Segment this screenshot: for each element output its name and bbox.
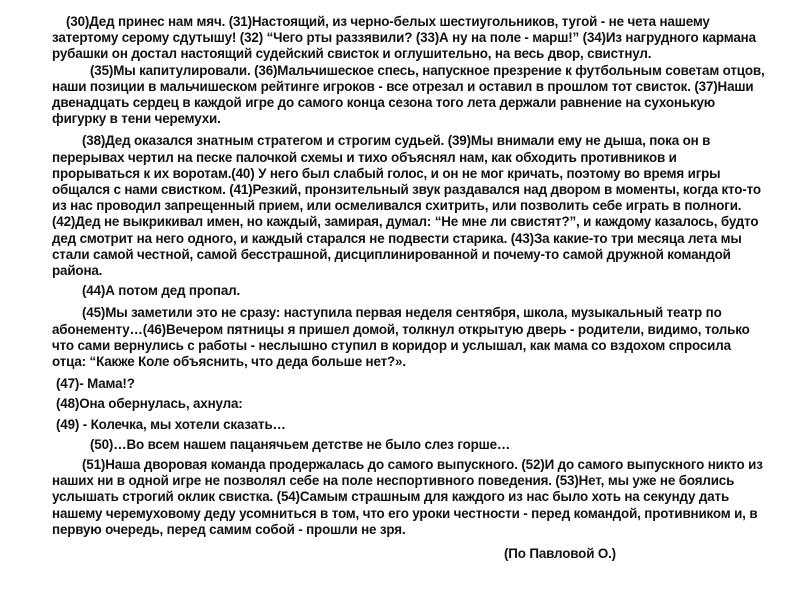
paragraph-51-54: (51)Наша дворовая команда продержалась до самого выпускного. (52)И до самого выпускного никто из наших ни в одной игре не позволял себе на поле неспортивного поведения. (53)Нет, мы уже не боялись услышать строгий оклик свистка. (54)Самым страшным для каждого из нас было хоть на секунду дать нашему черемуховому деду усомниться в том, что его уроки честности - перед командой, противником и, в первую очередь, перед самим собой - прошли не зря. xyxy=(52,457,763,537)
paragraph-38-43: (38)Дед оказался знатным стратегом и строгим судьей. (39)Мы внимали ему не дыша, пока он в перерывах чертил на песке палочкой схемы и тихо объяснял нам, как обходить противников и прорываться к их воротам.(40) У него был слабый голос, и он не мог кричать, поэтому во время игры общался с нами свистком. (41)Резкий, пронзительный звук раздавался над двором в моменты, когда кто-то из нас проводил запрещенный прием, или осмеливался схитрить, или позволить себе играть в полноги. (42)Дед не выкрикивал имен, но каждый, замирая, думал: “Не мне ли свистят?”, и каждому казалось, будто дед смотрит на него одного, и каждый старался не подвести старика. (43)За какие-то три месяца лета мы стали самой честной, самой бесстрашной, дисциплинированной и почему-то самой дружной командой района. xyxy=(52,133,761,279)
paragraph-35-37: (35)Мы капитулировали. (36)Мальчишеское спесь, напускное презрение к футбольным советам отцов, наши позиции в мальчишеском рейтинге игроков - все отрезал и оставил в прошлом тот свисток. (37)Наши двенадцать сердец в каждой игре до самого конца сезона того лета держали равнение на сухонькую фигурку в тени черемухи. xyxy=(52,62,765,127)
paragraph-48: (48)Она обернулась, ахнула: xyxy=(56,396,243,412)
paragraph-49: (49) - Колечка, мы хотели сказать… xyxy=(56,416,286,432)
paragraph-47: (47)- Мама!? xyxy=(56,376,135,392)
document-text xyxy=(52,14,768,562)
paragraph-45-46: (45)Мы заметили это не сразу: наступила первая неделя сентября, школа, музыкальный театр по абонементу…(46)Вечером пятницы я пришел домой, толкнул открытую дверь - родители, видимо, только что сами вернулись с работы - неслышно ступил в коридор и услышал, как мама со вздохом спросила отца: “Какже Коле объяснить, что деда больше нет?». xyxy=(52,305,750,370)
author-attribution: (По Павловой О.) xyxy=(503,546,616,562)
paragraph-50: (50)…Во всем нашем пацанячьем детстве не было слез горше… xyxy=(90,436,511,452)
paragraph-30-34: (30)Дед принес нам мяч. (31)Настоящий, из черно-белых шестиугольников, тугой - не чета нашему затертому серому сдутышу! (32) “Чего рты раззявили? (33)А ну на поле - марш!” (34)Из нагрудного кармана рубашки он достал настоящий судейский свисток и оглушительно, на весь двор, свистнул. xyxy=(52,14,756,62)
paragraph-44: (44)А потом дед пропал. xyxy=(82,283,241,299)
